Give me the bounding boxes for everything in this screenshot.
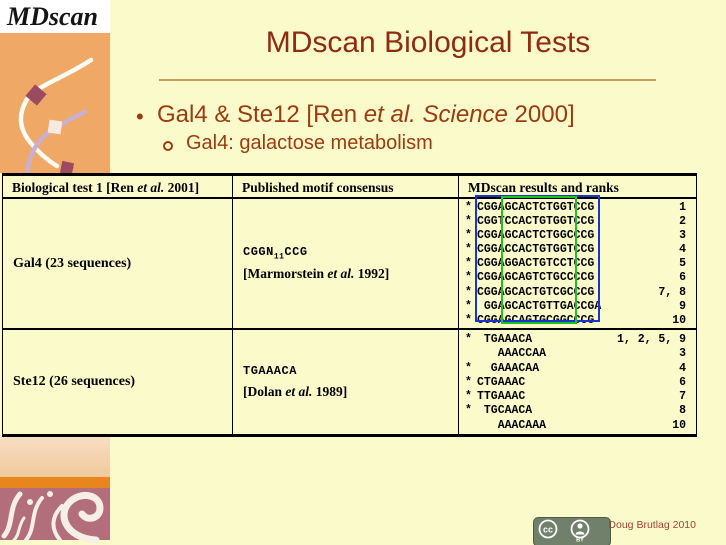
star-marker: * [465,243,477,257]
rank-label: 6 [679,376,686,390]
sequence-row [459,390,696,404]
star-marker: * [465,362,477,376]
page-title: MDscan Biological Tests [130,26,726,60]
bullet-marker: • [136,104,144,130]
gal4-test-cell [3,199,233,330]
star-marker: * [465,201,477,215]
star-marker [465,419,477,433]
ste12-motif-cell [233,330,459,434]
motif-sequence: AAACAAA [477,419,546,433]
motif-sequence: CGGAGCACTCTGGCCCG [477,229,594,243]
table-header-published-motif [233,176,459,199]
rank-label: 1, 2, 5, 9 [617,333,686,347]
title-divider [159,79,656,81]
table-header-mdscan-results [459,176,696,199]
star-marker: * [465,286,477,300]
gal4-test-label: Gal4 (23 sequences) [13,256,131,272]
sequence-row [459,333,696,347]
sidebar-peach-block [0,437,110,477]
ste12-cite-pre: [Dolan [243,384,285,399]
star-marker: * [465,257,477,271]
sub-bullet-gal4-metabolism [186,132,433,155]
motif-sequence: GGAGCACTGTTGACCGA [477,300,601,314]
gal4-motif-cell [233,199,459,330]
rank-label: 8 [679,404,686,418]
dna-curve-illustration [0,33,110,173]
rank-label: 9 [679,300,686,314]
rank-label: 1 [679,201,686,215]
table-header-biological-test [3,176,233,199]
sequence-row [459,362,696,376]
motif-sequence: CTGAAAC [477,376,525,390]
sequence-row [459,229,696,243]
header1-etal-italic: et al. [137,180,164,195]
motif-sequence: CGGTCCACTGTGGTCCG [477,215,594,229]
sequence-row [459,347,696,361]
mdscan-logo-text: MDscan [0,0,110,33]
gal4-motif-pre: CGGN [243,245,274,259]
sequence-row [459,215,696,229]
rank-label: 3 [679,229,686,243]
motif-sequence: CGGAGCAGTCTGCCCCG [477,271,594,285]
bullet-gal4-ste12 [157,101,575,129]
star-marker: * [465,300,477,314]
ste12-motif-pre: TGAAACA [243,364,297,378]
rank-label: 7 [679,390,686,404]
author-credit: Doug Brutlag 2010 [586,519,696,531]
motif-sequence: GAAACAA [477,362,539,376]
sidebar-paisley-pattern [0,488,110,540]
rank-label: 2 [679,215,686,229]
header1-post: 2001] [164,180,199,195]
motif-sequence: CGGAGGACTGTCCTCCG [477,257,594,271]
sequence-row [459,419,696,433]
bullet-science-italic: Science [423,101,508,128]
ste12-motif-consensus [243,364,458,380]
gal4-cite-etal-italic: et al. [327,266,354,281]
motif-sequence: CGGACCACTGTGGTCCG [477,243,594,257]
bullet-text-post: 2000] [508,101,575,128]
rank-label: 10 [672,314,686,328]
gal4-motif-post: CCG [284,245,307,259]
sequence-row [459,286,696,300]
header2-label: Published motif consensus [242,180,394,195]
star-marker: * [465,390,477,404]
star-marker: * [465,376,477,390]
ste12-test-cell [3,330,233,434]
gal4-cite-post: 1992] [354,266,389,281]
header1-pre: Biological test 1 [Ren [12,180,137,195]
gal4-results-cell [459,199,696,330]
ste12-citation [243,384,458,400]
gal4-motif-subscript: 11 [274,253,285,262]
rank-label: 4 [679,362,686,376]
bullet-etal-italic: et al. [364,101,416,128]
biological-tests-table [2,173,697,437]
sequence-row [459,243,696,257]
gal4-cite-pre: [Marmorstein [243,266,327,281]
gal4-citation [243,266,458,282]
star-marker: * [465,271,477,285]
motif-sequence: CGGAGCAGTGCGGCCCG [477,314,594,328]
sidebar-orange-bar [0,477,110,488]
bullet-text-pre: Gal4 & Ste12 [Ren [157,101,364,128]
sequence-row [459,300,696,314]
star-marker: * [465,333,477,347]
star-marker: * [465,229,477,243]
sequence-row [459,314,696,328]
sidebar-dna-art [0,33,110,173]
rank-label: 6 [679,271,686,285]
star-marker: * [465,215,477,229]
rank-label: 10 [672,419,686,433]
star-marker: * [465,314,477,328]
cc-logo-text: cc [543,525,553,535]
ste12-results-cell [459,330,696,434]
ste12-cite-etal-italic: et al. [285,384,312,399]
motif-sequence: TTGAAAC [477,390,525,404]
star-marker [465,347,477,361]
sub-bullet-marker [163,141,173,151]
paisley-illustration [0,488,110,540]
rank-label: 7, 8 [658,286,686,300]
sequence-row [459,201,696,215]
star-marker: * [465,404,477,418]
sequence-row [459,257,696,271]
ste12-test-label: Ste12 (26 sequences) [13,374,135,390]
rank-label: 5 [679,257,686,271]
sequence-row [459,376,696,390]
motif-sequence: CGGAGCACTGTCGCCCG [477,286,594,300]
ste12-cite-post: 1989] [312,384,347,399]
motif-sequence: TGAAACA [477,333,532,347]
bullet-text-mid [416,101,423,128]
sequence-row [459,271,696,285]
motif-sequence: AAACCAA [477,347,546,361]
gal4-motif-consensus [243,245,458,261]
cc-by-text: BY [576,538,584,544]
motif-sequence: CGGAGCACTCTGGTCCG [477,201,594,215]
mdscan-logo [0,0,110,33]
motif-sequence: TGCAACA [477,404,532,418]
header3-label: MDscan results and ranks [468,180,619,195]
sequence-row [459,404,696,418]
sub-bullet-label: Gal4: galactose metabolism [186,132,433,154]
rank-label: 3 [679,347,686,361]
rank-label: 4 [679,243,686,257]
